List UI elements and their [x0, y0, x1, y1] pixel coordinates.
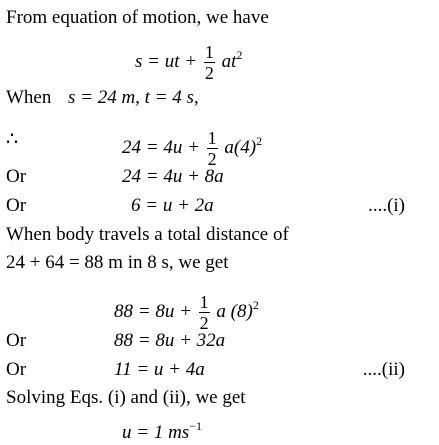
- equation-tag-i: ....(i): [368, 195, 405, 216]
- eq5-fraction: $\frac{1}{2}$: [199, 292, 209, 333]
- result-exponent: −1: [189, 419, 202, 433]
- travel-text: When body travels a total distance of: [6, 224, 289, 245]
- eq3: 24 = 4u + 8a: [122, 166, 224, 187]
- eq2-left: 24 = 4u +: [122, 136, 200, 158]
- or-label: Or: [6, 166, 27, 187]
- eq6: 88 = 8u + 32a: [114, 330, 226, 351]
- when-label: When: [6, 87, 52, 108]
- eq4: 6 = u + 2a: [131, 195, 214, 216]
- eq1-fraction: $\frac{1}{2}$: [204, 42, 214, 83]
- eq1-left: s = ut +: [135, 50, 198, 72]
- eq2-right: a(4): [224, 136, 257, 158]
- eq7: 11 = u + 4a: [114, 359, 205, 380]
- eq1-right: at: [221, 50, 237, 72]
- result-equation: u = 1 ms: [122, 422, 190, 443]
- eq5-left: 88 = 8u +: [114, 300, 192, 322]
- solving-text: Solving Eqs. (i) and (ii), we get: [6, 387, 246, 408]
- equation-tag-ii: ....(ii): [362, 359, 405, 380]
- eq2-fraction: $\frac{1}{2}$: [207, 128, 217, 169]
- eq5-right: a (8): [216, 300, 253, 322]
- intro-text: From equation of motion, we have: [6, 7, 269, 28]
- or-label: Or: [6, 330, 27, 351]
- or-label: Or: [6, 359, 27, 380]
- given-values: s = 24 m, t = 4 s,: [68, 87, 199, 108]
- therefore-symbol: ∴: [6, 129, 19, 150]
- distance-text: 24 + 64 = 88 m in 8 s, we get: [6, 252, 229, 273]
- or-label: Or: [6, 195, 27, 216]
